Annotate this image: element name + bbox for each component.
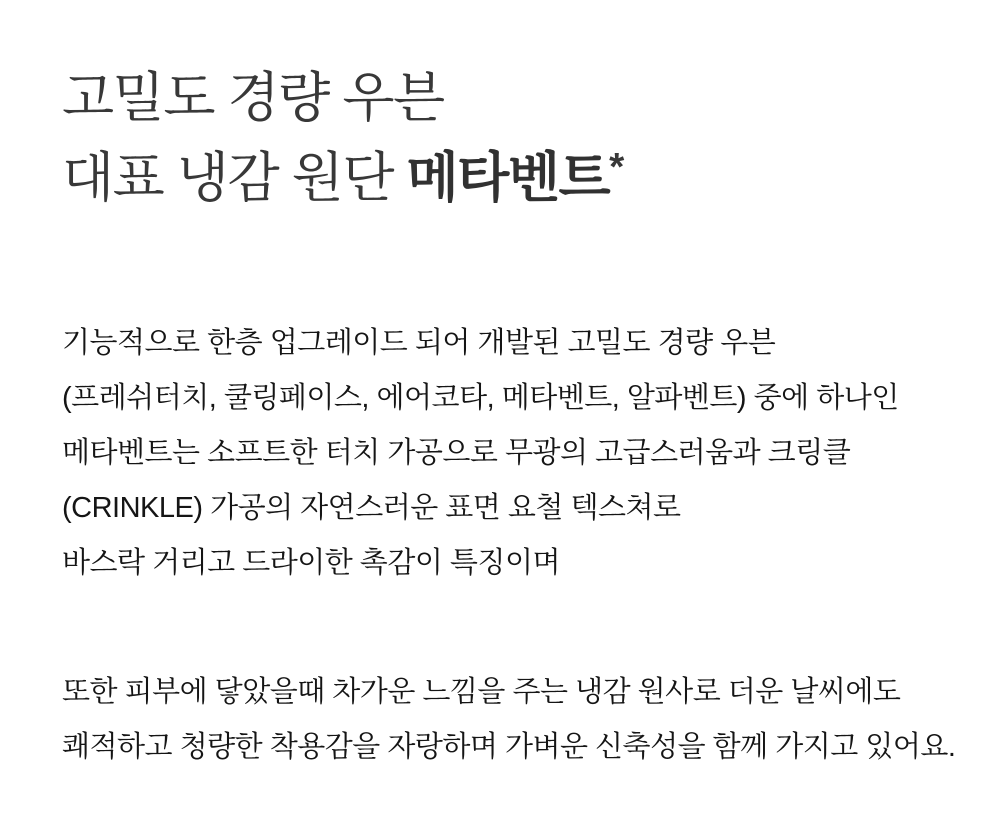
title-line-1 [62,58,960,138]
fabric-description-paragraph [62,316,960,591]
body-text-line: 또한 피부에 닿았을때 차가운 느낌을 주는 냉감 원사로 더운 날씨에도 [62,676,901,708]
page-title [62,58,960,218]
body-text-line: (프레쉬터치, 쿨링페이스, 에어코타, 메타벤트, 알파벤트) 중에 하나인 [62,382,899,414]
body-text-line: 기능적으로 한층 업그레이드 되어 개발된 고밀도 경량 우븐 [62,327,776,359]
body-text-line: 메타벤트는 소프트한 터치 가공으로 무광의 고급스러움과 크링클 [62,437,851,469]
title-line-2-regular: 대표 냉감 원단 [62,148,407,208]
title-line-2 [62,138,960,218]
title-brand-name: 메타벤트 [406,148,610,208]
body-text-line: (CRINKLE) 가공의 자연스러운 표면 요철 텍스쳐로 [62,492,681,524]
asterisk-mark: * [609,145,623,189]
title-line-1-text: 고밀도 경량 우븐 [62,68,444,128]
cooling-feature-paragraph [62,665,960,775]
body-text-line: 바스락 거리고 드라이한 촉감이 특징이며 [62,547,560,579]
body-text-line: 쾌적하고 청량한 착용감을 자랑하며 가벼운 신축성을 함께 가지고 있어요. [62,731,956,763]
